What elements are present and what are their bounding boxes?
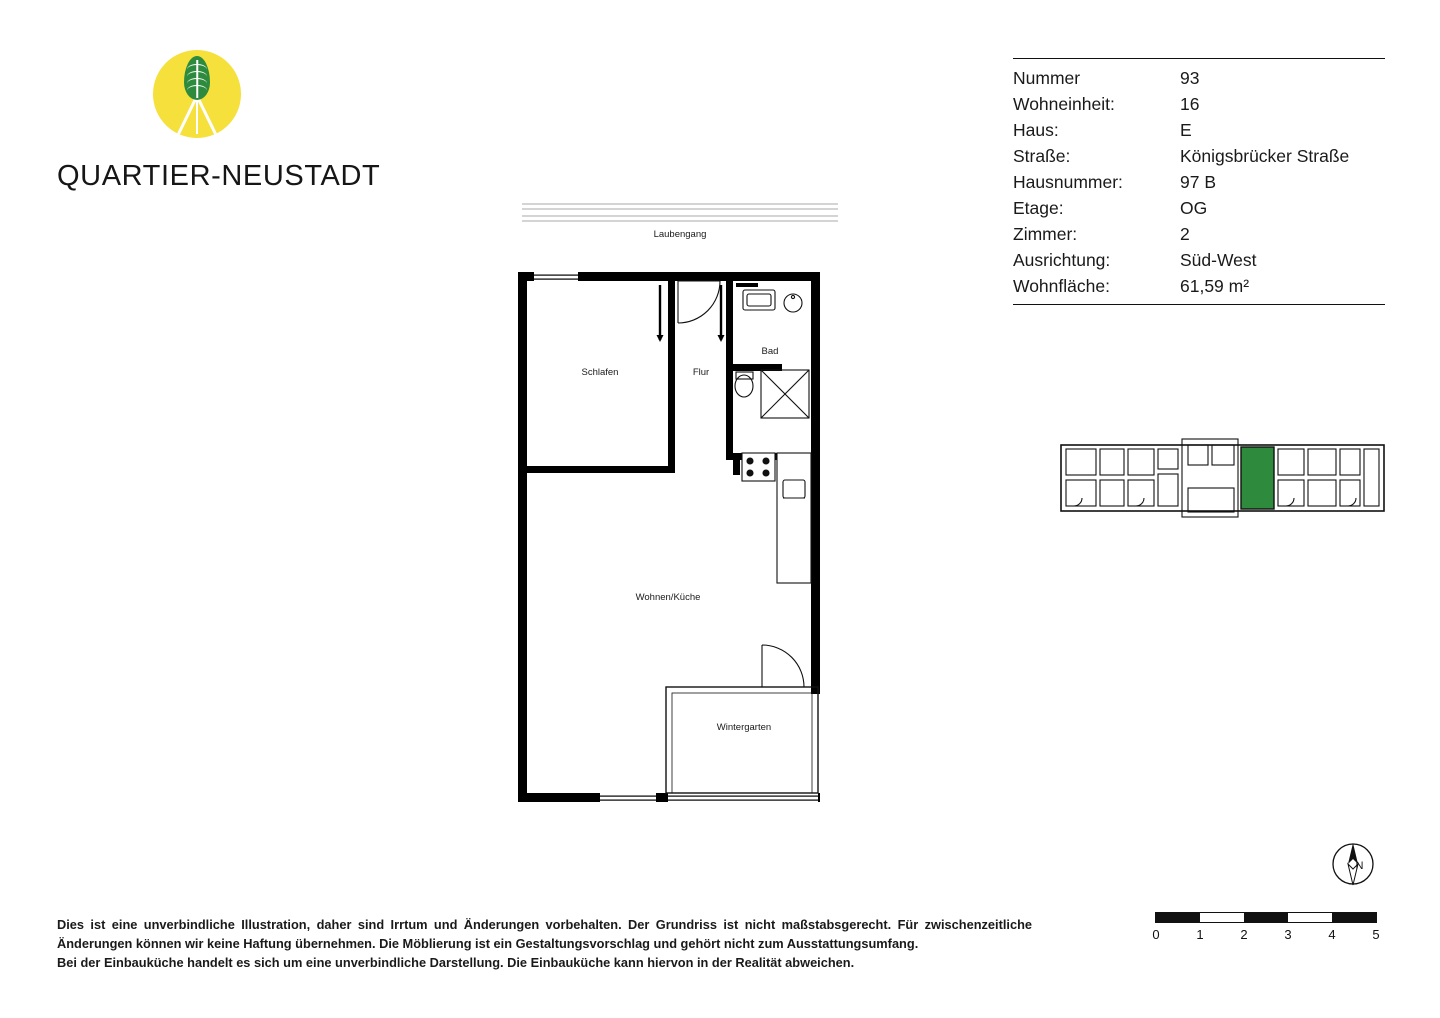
- disclaimer-text: [57, 916, 1032, 973]
- compass-north-label: N: [1355, 860, 1364, 872]
- compass-rose-icon: [1325, 836, 1381, 892]
- info-key: Ausrichtung:: [1013, 250, 1111, 270]
- logo-slash-right: [196, 96, 219, 138]
- unit-info-panel: [1013, 58, 1385, 305]
- logo-stem: [196, 94, 198, 134]
- room-label-wintergarten: Wintergarten: [716, 722, 772, 733]
- info-value: 97 B: [1180, 172, 1216, 192]
- disclaimer-line-2: Bei der Einbauküche handelt es sich um eine unverbindliche Darstellung. Die Einbauküche kann hiervon in der Realität abweichen.: [57, 955, 855, 970]
- wintergarten-outline: [666, 687, 818, 793]
- info-value: 16: [1180, 94, 1200, 114]
- info-value: 93: [1180, 68, 1200, 88]
- room-label-wohnen-kueche: Wohnen/Küche: [635, 592, 701, 603]
- scale-tick-label: 5: [1372, 927, 1380, 942]
- table-row: [1013, 117, 1385, 143]
- info-top-rule: [1013, 58, 1385, 59]
- info-key: Haus:: [1013, 120, 1059, 140]
- keyplan-highlight: [1241, 447, 1274, 509]
- table-row: [1013, 273, 1385, 299]
- scale-tick-label: 2: [1240, 927, 1248, 942]
- logo-icon: [153, 50, 241, 138]
- room-label-flur: Flur: [692, 367, 710, 378]
- info-value: E: [1180, 120, 1192, 140]
- scale-tick-label: 0: [1152, 927, 1160, 942]
- table-row: [1013, 65, 1385, 91]
- info-key: Wohnfläche:: [1013, 276, 1110, 296]
- scale-segment: [1288, 913, 1332, 922]
- brand-name: QUARTIER-NEUSTADT: [57, 160, 381, 192]
- unit-info-table: [1013, 65, 1385, 299]
- info-key: Straße:: [1013, 146, 1071, 166]
- info-key: Zimmer:: [1013, 224, 1078, 244]
- disclaimer-line-1: Dies ist eine unverbindliche Illustration, daher sind Irrtum und Änderungen vorbehalten. Der Grundriss ist nicht maßstabsgerecht. Für zwischenzeitliche Änderungen können wir keine Haftung übernehmen. Die Möblierung ist ein Gestaltungsvorschlag und gehört nicht zum Ausstattungsumfang.: [57, 917, 1032, 951]
- table-row: [1013, 143, 1385, 169]
- scale-tick-label: 3: [1284, 927, 1292, 942]
- scale-tick-label: 1: [1196, 927, 1204, 942]
- room-label-schlafen: Schlafen: [581, 367, 619, 378]
- floorplan-drawing: [500, 190, 880, 810]
- table-row: [1013, 221, 1385, 247]
- brand-logo-block: [57, 50, 397, 193]
- table-row: [1013, 247, 1385, 273]
- logo-circle: [153, 50, 241, 138]
- scale-segment: [1332, 913, 1376, 922]
- room-label-laubengang: Laubengang: [653, 229, 707, 240]
- info-value: 61,59 m²: [1180, 276, 1250, 296]
- table-row: [1013, 91, 1385, 117]
- info-key: Nummer: [1013, 68, 1081, 88]
- keyplan-diagram: [1060, 436, 1385, 520]
- scale-bar-segments: [1155, 912, 1377, 923]
- info-key: Wohneinheit:: [1013, 94, 1115, 114]
- kitchen-furniture: [742, 453, 811, 583]
- logo-leaf-veins: [184, 62, 210, 94]
- laubengang-lines: [522, 204, 838, 221]
- room-label-bad: Bad: [761, 346, 779, 357]
- logo-slash-left: [175, 96, 198, 138]
- scale-tick-label: 4: [1328, 927, 1336, 942]
- info-key: Hausnummer:: [1013, 172, 1123, 192]
- table-row: [1013, 195, 1385, 221]
- scale-bar-labels: [1152, 927, 1381, 945]
- info-bottom-rule: [1013, 304, 1385, 305]
- info-value: OG: [1180, 198, 1208, 218]
- scale-bar: [1152, 912, 1381, 945]
- scale-segment: [1156, 913, 1200, 922]
- info-value: Süd-West: [1180, 250, 1257, 270]
- info-value: Königsbrücker Straße: [1180, 146, 1350, 166]
- scale-segment: [1244, 913, 1288, 922]
- table-row: [1013, 169, 1385, 195]
- info-key: Etage:: [1013, 198, 1064, 218]
- info-value: 2: [1180, 224, 1190, 244]
- scale-segment: [1200, 913, 1244, 922]
